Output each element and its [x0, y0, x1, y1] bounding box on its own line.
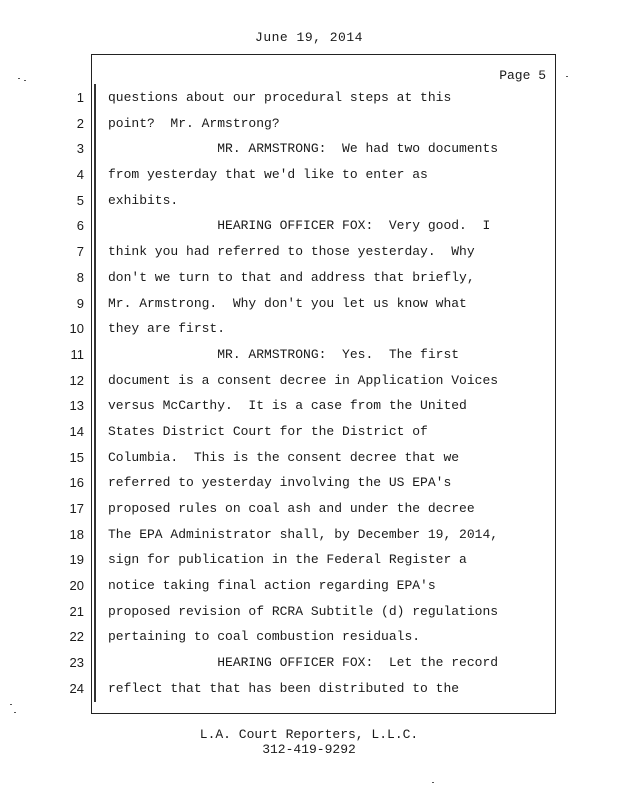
page-footer	[0, 727, 618, 757]
transcript-line: they are first.	[108, 321, 226, 337]
scan-speck	[14, 712, 16, 713]
line-number: 2	[76, 115, 84, 131]
transcript-line: pertaining to coal combustion residuals.	[108, 629, 421, 645]
line-number: 1	[76, 90, 84, 105]
transcript-line: document is a consent decree in Application Voices	[108, 372, 499, 388]
court-reporter-phone: 312-419-9292	[262, 742, 356, 757]
line-number: 23	[69, 655, 84, 671]
scan-speck	[432, 782, 434, 783]
transcript-line: from yesterday that we'd like to enter as	[108, 167, 428, 183]
transcript-line: versus McCarthy. It is a case from the United	[108, 398, 467, 414]
line-number: 11	[70, 346, 84, 362]
transcript-line: MR. ARMSTRONG: Yes. The first	[108, 346, 460, 362]
line-number: 4	[76, 167, 84, 183]
transcript-line: HEARING OFFICER FOX: Let the record	[108, 655, 499, 671]
line-number: 5	[76, 192, 84, 208]
transcript-line: States District Court for the District of	[108, 423, 428, 439]
line-number: 15	[69, 449, 84, 465]
transcript-line: proposed rules on coal ash and under the decree	[108, 501, 475, 516]
transcript-line: notice taking final action regarding EPA's	[108, 578, 436, 594]
transcript-date: June 19, 2014	[255, 30, 363, 45]
transcript-line: exhibits.	[108, 192, 179, 208]
line-number: 7	[76, 244, 84, 260]
transcript-line: Columbia. This is the consent decree that we	[108, 449, 460, 465]
scan-speck	[10, 704, 12, 705]
line-number: 13	[69, 398, 84, 414]
transcript-line: sign for publication in the Federal Register a	[108, 552, 467, 568]
court-reporter-name: L.A. Court Reporters, L.L.C.	[199, 727, 419, 742]
line-number: 3	[76, 141, 84, 157]
transcript-line: Mr. Armstrong. Why don't you let us know what	[108, 295, 467, 311]
line-number: 12	[69, 372, 84, 388]
line-number: 19	[69, 552, 84, 568]
line-number: 6	[76, 218, 84, 234]
line-number: 21	[69, 603, 84, 619]
transcript-line: HEARING OFFICER FOX: Very good. I	[108, 218, 491, 234]
transcript-body	[108, 85, 548, 702]
line-number: 18	[69, 526, 84, 542]
transcript-line: MR. ARMSTRONG: We had two documents	[108, 141, 499, 157]
line-number-column	[60, 85, 84, 702]
transcript-line: point? Mr. Armstrong?	[108, 115, 280, 131]
scan-speck	[24, 80, 26, 81]
line-number: 16	[69, 475, 84, 491]
line-number: 8	[76, 269, 84, 285]
line-number: 10	[69, 321, 84, 337]
line-number: 17	[69, 501, 84, 516]
line-number: 20	[69, 578, 84, 594]
transcript-line: proposed revision of RCRA Subtitle (d) regulations	[108, 603, 499, 619]
transcript-line: The EPA Administrator shall, by December 19, 2014,	[108, 526, 499, 542]
line-number: 24	[69, 680, 84, 696]
scan-speck	[566, 76, 568, 77]
line-number: 9	[76, 295, 84, 311]
transcript-line: reflect that that has been distributed to the	[108, 680, 460, 696]
left-margin-rule	[94, 84, 96, 702]
transcript-line: questions about our procedural steps at this	[108, 90, 452, 105]
transcript-line: don't we turn to that and address that briefly,	[108, 269, 475, 285]
line-number: 22	[69, 629, 84, 645]
line-number: 14	[69, 423, 84, 439]
transcript-line: think you had referred to those yesterday. Why	[108, 244, 475, 260]
scan-speck	[18, 78, 20, 79]
page-number: Page 5	[499, 68, 546, 83]
transcript-line: referred to yesterday involving the US EPA's	[108, 475, 452, 491]
